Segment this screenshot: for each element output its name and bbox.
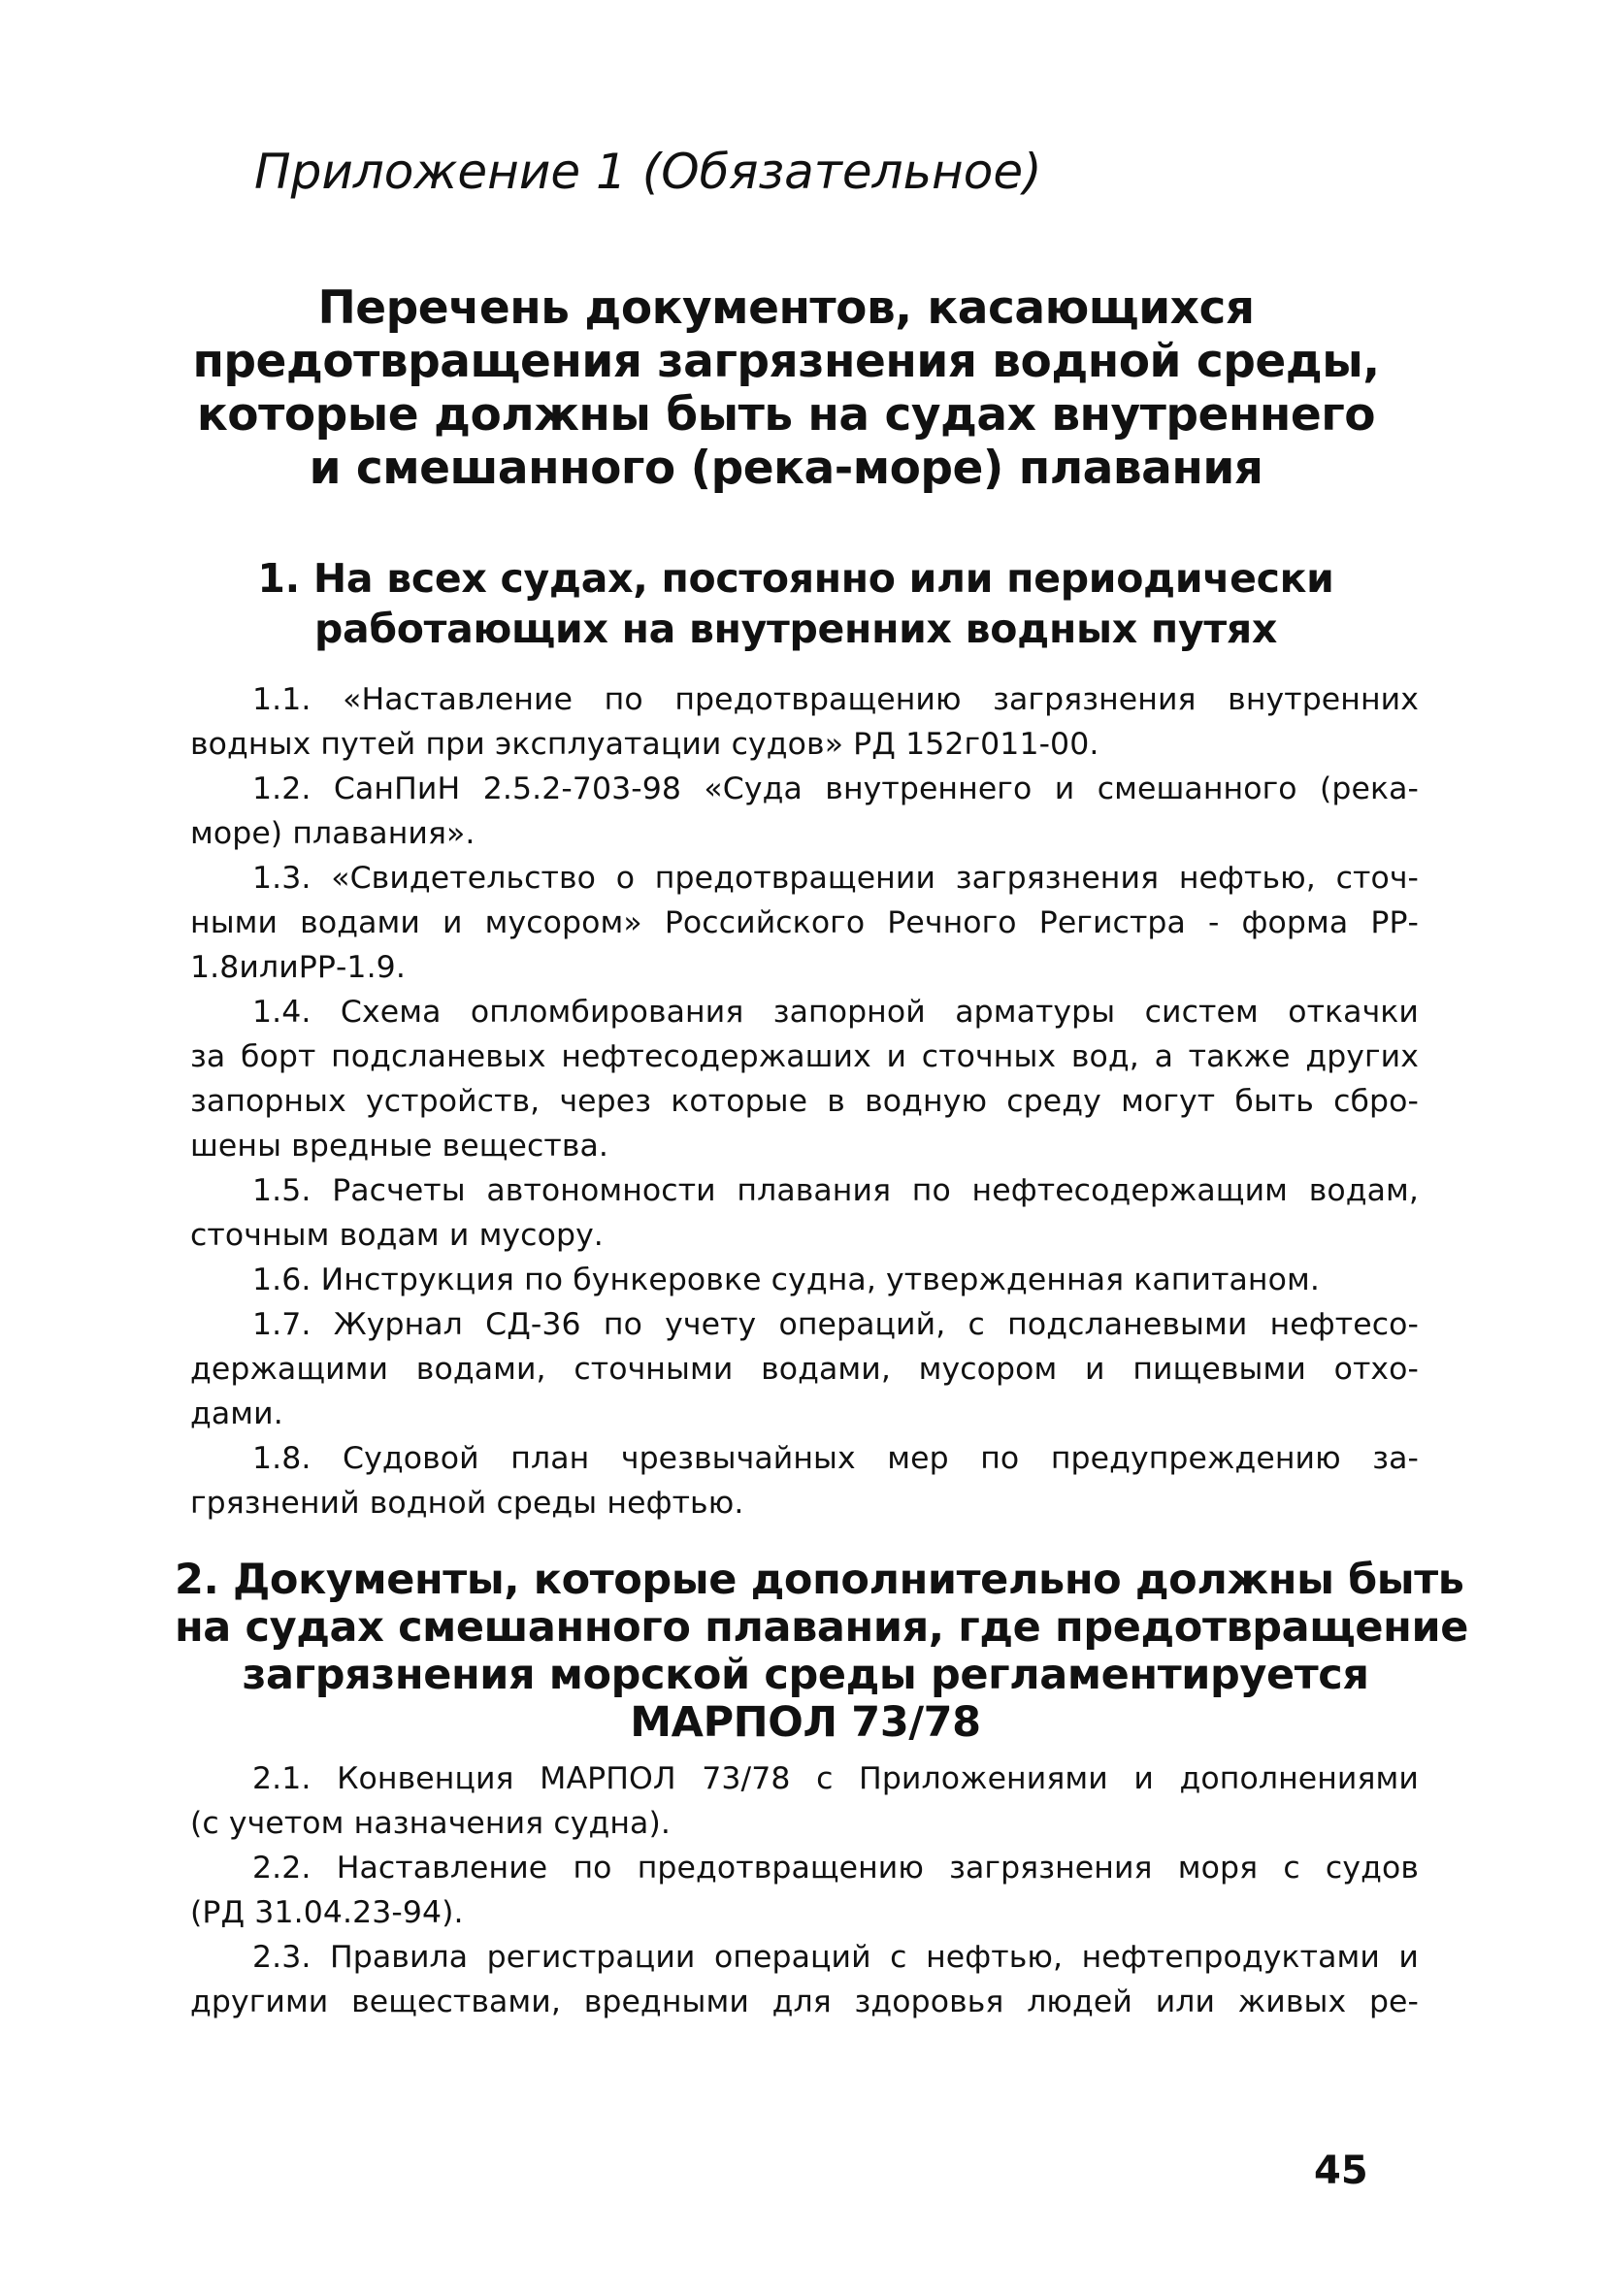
appendix-label: Приложение 1 (Обязательное) <box>254 144 1042 200</box>
title-line: Перечень документов, касающихся <box>317 281 1255 335</box>
heading-line: 2. Документы, которые дополнительно должны быть <box>175 1556 1464 1604</box>
heading-line: на судах смешанного плавания, где предотвращение <box>175 1603 1468 1652</box>
paragraph-line: 1.5. Расчеты автономности плавания по нефтесодержащим водам, <box>252 1173 1419 1208</box>
paragraph-line: грязнений водной среды нефтью. <box>190 1486 744 1521</box>
paragraph-line: 1.4. Схема опломбирования запорной арматуры систем откачки <box>252 995 1419 1030</box>
paragraph-line: (с учетом назначения судна). <box>190 1806 671 1841</box>
paragraph-line: (РД 31.04.23-94). <box>190 1895 464 1930</box>
title-line: которые должны быть на судах внутреннего <box>196 388 1376 442</box>
section-2-heading <box>175 1556 1468 1747</box>
paragraph-line: водных путей при эксплуатации судов» РД 152г011-00. <box>190 727 1099 762</box>
section-2-list <box>190 1756 1419 2024</box>
paragraph-line: ными водами и мусором» Российского Речного Регистра - форма РР- <box>190 905 1419 940</box>
paragraph-line: 1.1. «Наставление по предотвращению загрязнения внутренних <box>252 682 1419 717</box>
section-1-heading <box>165 553 1427 654</box>
title-line: предотвращения загрязнения водной среды, <box>192 335 1380 388</box>
paragraph-line: запорных устройств, через которые в водную среду могут быть сбро- <box>190 1084 1419 1119</box>
paragraph-line: 1.8илиРР-1.9. <box>190 950 406 985</box>
paragraph-line: шены вредные вещества. <box>190 1129 609 1164</box>
paragraph-line: сточным водам и мусору. <box>190 1218 604 1253</box>
page-number: 45 <box>1314 2148 1368 2193</box>
paragraph-line: 2.1. Конвенция МАРПОЛ 73/78 с Приложениями и дополнениями <box>252 1761 1419 1796</box>
paragraph-line: море) плавания». <box>190 816 476 851</box>
paragraph-line: дами. <box>190 1396 283 1431</box>
paragraph-line: 1.3. «Свидетельство о предотвращении загрязнения нефтью, сточ- <box>252 861 1419 896</box>
paragraph-line: 2.2. Наставление по предотвращению загрязнения моря с судов <box>252 1851 1419 1886</box>
paragraph-line: 1.6. Инструкция по бункеровке судна, утвержденная капитаном. <box>252 1263 1320 1297</box>
document-title <box>155 281 1417 495</box>
paragraph-line: 1.8. Судовой план чрезвычайных мер по предупреждению за- <box>252 1441 1419 1476</box>
heading-line: 1. На всех судах, постоянно или периодически <box>257 555 1334 602</box>
paragraph-line: другими веществами, вредными для здоровья людей или живых ре- <box>190 1984 1419 2019</box>
heading-line: МАРПОЛ 73/78 <box>630 1698 981 1747</box>
paragraph-line: 1.7. Журнал СД-36 по учету операций, с подсланевыми нефтесо- <box>252 1307 1419 1342</box>
paragraph-line: 2.3. Правила регистрации операций с нефтью, нефтепродуктами и <box>252 1940 1419 1975</box>
heading-line: загрязнения морской среды регламентируется <box>242 1651 1369 1699</box>
section-1-list <box>190 677 1419 1525</box>
paragraph-line: 1.2. СанПиН 2.5.2-703-98 «Суда внутреннего и смешанного (река- <box>252 771 1419 806</box>
heading-line: работающих на внутренних водных путях <box>314 606 1277 652</box>
paragraph-line: за борт подсланевых нефтесодержаших и сточных вод, а также других <box>190 1039 1419 1074</box>
title-line: и смешанного (река-море) плавания <box>309 442 1263 495</box>
paragraph-line: держащими водами, сточными водами, мусором и пищевыми отхо- <box>190 1352 1419 1387</box>
